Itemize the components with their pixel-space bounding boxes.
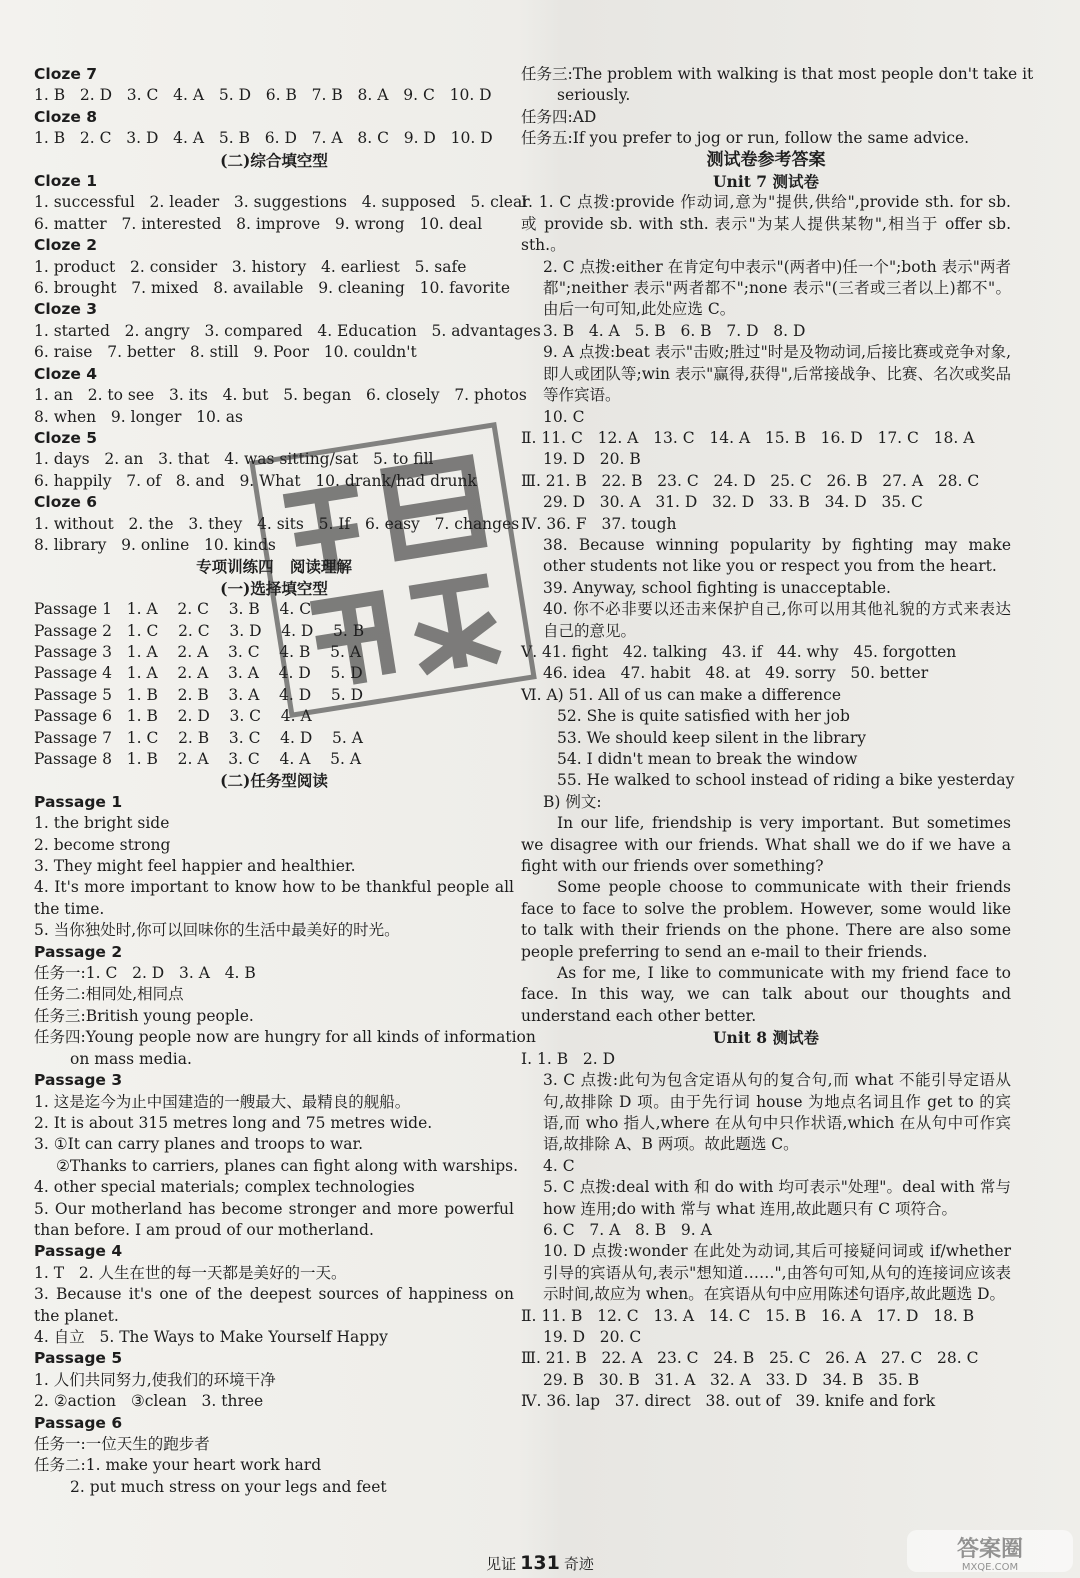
answer-line: Ⅱ. 11. C 12. A 13. C 14. A 15. B 16. D 17. C 18. A (521, 428, 975, 447)
answer-line: Ⅵ. A) 51. All of us can make a difference (521, 685, 841, 704)
answer-line: 任务四:Young people now are hungry for all kinds of information (34, 1028, 536, 1047)
answer-line: Ⅲ. 21. B 22. A 23. C 24. B 25. C 26. A 27. C 28. C (521, 1349, 979, 1368)
answer-line: 40. 你不必非要以还击来保护自己,你可以用其他礼貌的方式来表达自己的意见。 (543, 600, 1011, 640)
answer-line: 3. C 点拨:此句为包含定语从句的复合句,而 what 不能引导定语从句,故排除 D 项。由于先行词 house 为地点名词且作 get to 的宾语,而 who 指人,where 在从句中只作状语,which 在从句中可作宾语,故排除 A、B 两项。故此题选 C。 (543, 1071, 1011, 1154)
answer-line: 5. C 点拨:deal with 和 do with 均可表示"处理"。deal with 常与 how 连用;do with 常与 what 连用,故此题只有 C 项符合。 (543, 1178, 1011, 1218)
answer-line: 10. D 点拨:wonder 在此处为动词,其后可接疑问词或 if/whether 引导的宾语从句,表示"想知道……",由答句可知,从句的连接词应该表示时间,故应为 when。在宾语从句中应用陈述句语序,故此题选 D。 (543, 1242, 1011, 1304)
answer-line: 29. B 30. B 31. A 32. A 33. D 34. B 35. B (543, 1370, 920, 1389)
answer-line: 1. days 2. an 3. that 4. was sitting/sat 5. to fill (34, 450, 434, 469)
answer-line: 2. put much stress on your legs and feet (70, 1477, 387, 1496)
passage-answers: Passage 6 1. B 2. D 3. C 4. A (34, 707, 312, 726)
page-number: 131 (520, 1552, 560, 1574)
answer-line: 1. the bright side (34, 814, 170, 833)
answer-line: Ⅳ. 36. lap 37. direct 38. out of 39. knife and fork (521, 1392, 936, 1411)
answer-line: 5. Our motherland has become stronger and more powerful than before. I am proud of our motherland. (34, 1199, 514, 1239)
answer-line: 2. It is about 315 metres long and 75 metres wide. (34, 1113, 433, 1132)
answer-line: on mass media. (70, 1049, 192, 1068)
right-column (521, 64, 1034, 1413)
footer-right: 奇迹 (563, 1555, 594, 1573)
answer-line: 1. without 2. the 3. they 4. sits 5. If 6. easy 7. changes (34, 514, 520, 533)
section-title: (二)综合填空型 (220, 150, 328, 170)
answer-line: 9. A 点拨:beat 表示"击败;胜过"时是及物动词,后接比赛或竞争对象,即人或团队等;win 表示"赢得,获得",后常接战争、比赛、名次或奖品等作宾语。 (543, 343, 1011, 405)
answer-line: 5. 当你独处时,你可以回味你的生活中最美好的时光。 (34, 921, 400, 940)
section-heading: Cloze 8 (34, 107, 98, 126)
answer-line: 4. C (543, 1156, 575, 1175)
answer-line: 1. 人们共同努力,使我们的环境干净 (34, 1370, 276, 1389)
answer-line: 3. B 4. A 5. B 6. B 7. D 8. D (543, 321, 806, 340)
answer-line: 3. They might feel happier and healthier. (34, 857, 356, 876)
answer-line: 54. I didn't mean to break the window (557, 750, 858, 768)
answer-line: 3. Because it's one of the deepest sources of happiness on the planet. (34, 1285, 514, 1325)
answer-line: 任务一:一位天生的跑步者 (34, 1435, 210, 1453)
section-heading: Passage 6 (34, 1413, 123, 1432)
answer-line: Ⅲ. 21. B 22. B 23. C 24. D 25. C 26. B 27. A 28. C (521, 471, 980, 490)
answer-line: Ⅴ. 41. fight 42. talking 43. if 44. why 45. forgotten (521, 642, 957, 661)
essay-paragraph: Some people choose to communicate with their friends face to face to solve the problem. However, some would like to talk with their friends on the phone. There are also some people preferring to send an e-mail to their friends. (521, 878, 1011, 961)
answer-line: 1. an 2. to see 3. its 4. but 5. began 6. closely 7. photos (34, 386, 527, 405)
answer-line: Ⅰ. 1. B 2. D (521, 1049, 616, 1068)
answer-line: Ⅱ. 11. B 12. C 13. A 14. C 15. B 16. A 17. D 18. B (521, 1306, 975, 1325)
answer-line: 19. D 20. C (543, 1327, 642, 1346)
answer-line: ②Thanks to carriers, planes can fight along with warships. (56, 1156, 519, 1175)
answer-line: 2. C 点拨:either 在肯定句中表示"(两者中)任一个";both 表示"两者都";neither 表示"两者都不";none 表示"(三者或三者以上)都不"。由后一句可知,此处应选 C。 (543, 257, 1011, 319)
seal-stamp (249, 422, 537, 718)
section-heading: Passage 5 (34, 1349, 123, 1368)
part-title: 测试卷参考答案 (706, 149, 826, 170)
answer-line: 1. started 2. angry 3. compared 4. Education 5. advantages (34, 321, 541, 340)
section-heading: Passage 1 (34, 792, 123, 811)
answer-line: 1. successful 2. leader 3. suggestions 4. supposed 5. clear (34, 193, 530, 212)
section-heading: Cloze 1 (34, 172, 98, 191)
section-heading: Passage 2 (34, 942, 123, 961)
section-heading: Cloze 3 (34, 300, 98, 319)
answer-line: 1. T 2. 人生在世的每一天都是美好的一天。 (34, 1263, 347, 1282)
answer-line: 3. ①It can carry planes and troops to war. (34, 1135, 364, 1154)
watermark-logo (905, 1526, 1075, 1576)
answer-line: 19. D 20. B (543, 450, 641, 469)
answer-line: 55. He walked to school instead of riding a bike yesterday (557, 771, 1015, 790)
answer-line: 任务三:The problem with walking is that most people don't take it (521, 65, 1034, 83)
answer-line: 任务一:1. C 2. D 3. A 4. B (34, 964, 256, 983)
passage-answers: Passage 3 1. A 2. A 3. C 4. B 5. A (34, 642, 362, 661)
answer-line: 4. It's more important to know how to be thankful people all the time. (34, 878, 514, 918)
section-heading: Passage 4 (34, 1242, 123, 1261)
section-title: (一)选择填空型 (220, 578, 328, 598)
answer-line: 1. B 2. C 3. D 4. A 5. B 6. D 7. A 8. C 9. D 10. D (34, 129, 493, 148)
passage-answers: Passage 5 1. B 2. B 3. A 4. D 5. D (34, 685, 364, 704)
answer-line: 6. brought 7. mixed 8. available 9. cleaning 10. favorite (34, 279, 511, 298)
answer-line: 1. product 2. consider 3. history 4. earliest 5. safe (34, 257, 467, 276)
answer-line: 4. 自立 5. The Ways to Make Yourself Happy (34, 1327, 388, 1346)
answer-line: 53. We should keep silent in the library (557, 728, 867, 747)
left-column (34, 64, 541, 1498)
passage-answers: Passage 8 1. B 2. A 3. C 4. A 5. A (34, 750, 362, 768)
section-title: (二)任务型阅读 (220, 771, 328, 791)
section-title: 专项训练四 阅读理解 (196, 557, 352, 577)
answer-line: 8. when 9. longer 10. as (34, 407, 243, 426)
answer-line: 任务五:If you prefer to jog or run, follow the same advice. (521, 129, 970, 148)
answer-line: 任务四:AD (521, 107, 597, 126)
answer-line: 52. She is quite satisfied with her job (557, 707, 850, 726)
answer-line: 6. raise 7. better 8. still 9. Poor 10. couldn't (34, 343, 417, 362)
section-heading: Cloze 5 (34, 428, 98, 447)
answer-line: Ⅳ. 36. F 37. tough (521, 514, 677, 533)
answer-line: 6. matter 7. interested 8. improve 9. wrong 10. deal (34, 214, 483, 233)
answer-line: 6. happily 7. of 8. and 9. What 10. drank/had drunk (34, 471, 477, 490)
answer-line: 4. other special materials; complex technologies (34, 1178, 415, 1197)
watermark-text: 答案圈 (956, 1537, 1024, 1562)
section-heading: Cloze 4 (34, 364, 98, 383)
section-heading: Cloze 7 (34, 65, 98, 83)
passage-answers: Passage 7 1. C 2. B 3. C 4. D 5. A (34, 728, 363, 747)
watermark-sub: MXQE.COM (961, 1562, 1019, 1573)
answer-line: 46. idea 47. habit 48. at 49. sorry 50. better (543, 664, 929, 683)
answer-line: 39. Anyway, school fighting is unacceptable. (543, 578, 891, 597)
essay-paragraph: In our life, friendship is very important. But sometimes we disagree with our friends. What shall we do if we have a fight with our friends over something? (521, 814, 1011, 876)
answer-line: 1. 这是迄今为止中国建造的一艘最大、最精良的舰船。 (34, 1092, 411, 1111)
answer-line: seriously. (557, 86, 631, 105)
passage-answers: Passage 2 1. C 2. C 3. D 4. D 5. B (34, 621, 365, 640)
passage-answers: Passage 4 1. A 2. A 3. A 4. D 5. D (34, 664, 363, 683)
section-title: Unit 8 测试卷 (713, 1028, 819, 1048)
essay-paragraph: As for me, I like to communicate with my friend face to face. In this way, we can talk about our thoughts and understand each other better. (521, 964, 1011, 1025)
answer-line: 2. become strong (34, 835, 171, 854)
answer-line: 6. C 7. A 8. B 9. A (543, 1220, 712, 1239)
answer-line: 10. C (543, 407, 585, 426)
answer-line: 任务二:相同处,相同点 (34, 985, 184, 1004)
stamp-graphic (255, 428, 531, 712)
answer-line: 任务二:1. make your heart work hard (34, 1456, 322, 1475)
section-title: Unit 7 测试卷 (713, 172, 819, 192)
section-heading: Cloze 6 (34, 493, 98, 512)
answer-line: Ⅰ. 1. C 点拨:provide 作动词,意为"提供,供给",provide sth. for sb. 或 provide sb. with sth. 表示"为某人提供某物",相当于 offer sb. sth.。 (521, 193, 1011, 255)
passage-answers: Passage 1 1. A 2. C 3. B 4. C (34, 600, 312, 619)
answer-line: 2. ②action ③clean 3. three (34, 1392, 264, 1411)
answer-line: 38. Because winning popularity by fighting may make other students not like you or respect you from the heart. (543, 535, 1011, 576)
answer-line: 8. library 9. online 10. kinds (34, 535, 276, 554)
section-heading: Cloze 2 (34, 236, 98, 255)
section-heading: Passage 3 (34, 1071, 123, 1090)
answer-line: 1. B 2. D 3. C 4. A 5. D 6. B 7. B 8. A 9. C 10. D (34, 86, 492, 105)
footer-left: 见证 (486, 1555, 517, 1573)
answer-line: B) 例文: (543, 792, 602, 811)
answer-line: 任务三:British young people. (34, 1006, 254, 1025)
answer-line: 29. D 30. A 31. D 32. D 33. B 34. D 35. C (543, 493, 923, 512)
